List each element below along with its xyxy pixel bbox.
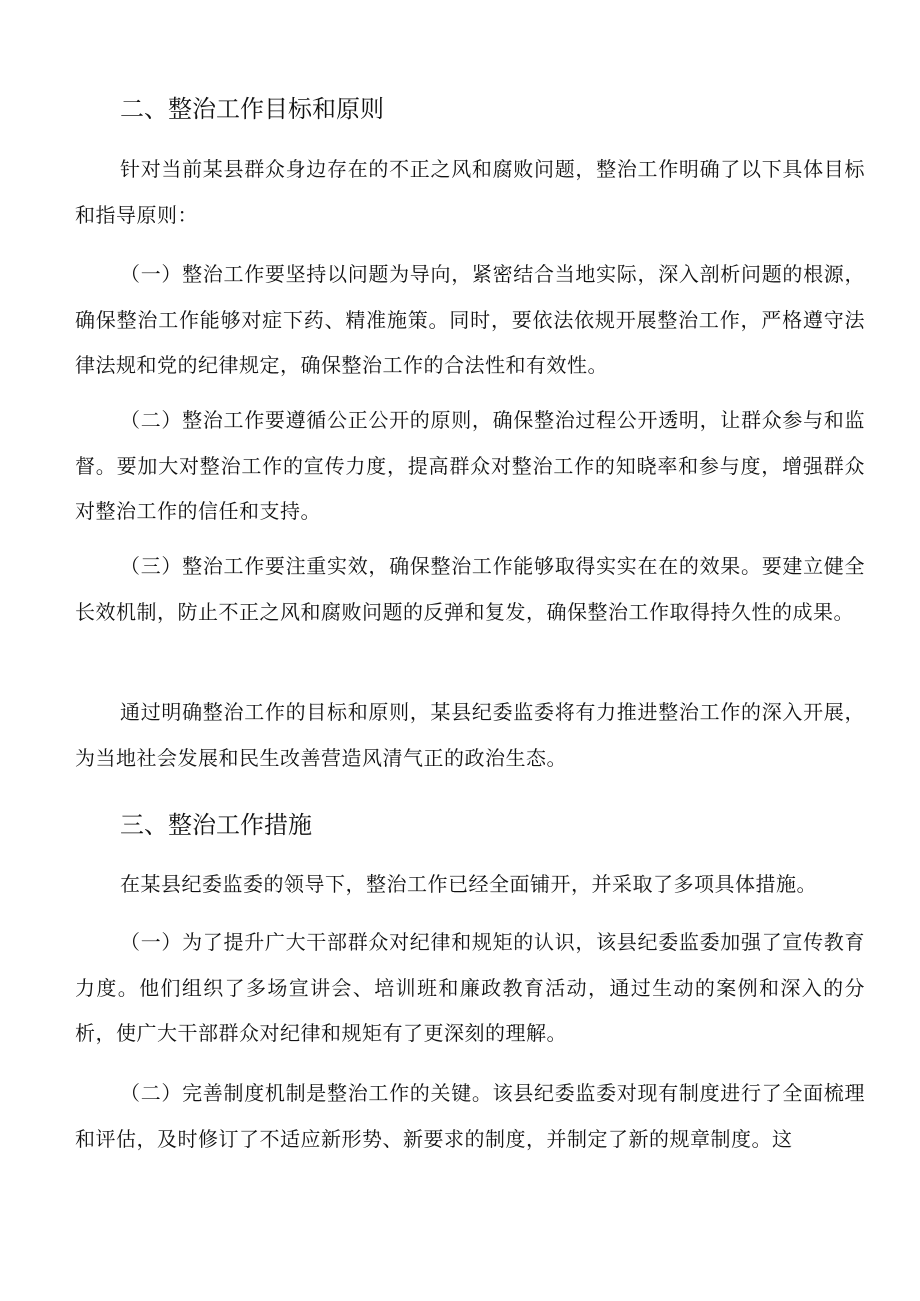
goals-intro-paragraph: 针对当前某县群众身边存在的不正之风和腐败问题，整治工作明确了以下具体目标和指导原则： [75,157,865,227]
section-heading-goals: 二、整治工作目标和原则 [120,95,384,123]
goals-item-1-paragraph: （一）整治工作要坚持以问题为导向，紧密结合当地实际，深入剖析问题的根源，确保整治工作能够对症下药、精准施策。同时，要依法依规开展整治工作，严格遵守法律法规和党的纪律规定，确保整治工作的合法性和有效性。 [75,262,865,377]
goals-item-3-paragraph: （三）整治工作要注重实效，确保整治工作能够取得实实在在的效果。要建立健全长效机制，防止不正之风和腐败问题的反弹和复发，确保整治工作取得持久性的成果。 [75,554,865,624]
goals-conclusion-paragraph: 通过明确整治工作的目标和原则，某县纪委监委将有力推进整治工作的深入开展，为当地社会发展和民生改善营造风清气正的政治生态。 [75,700,865,770]
measures-item-1-paragraph: （一）为了提升广大干部群众对纪律和规矩的认识，该县纪委监委加强了宣传教育力度。他们组织了多场宣讲会、培训班和廉政教育活动，通过生动的案例和深入的分析，使广大干部群众对纪律和规矩有了更深刻的理解。 [75,930,865,1045]
measures-item-2-paragraph: （二）完善制度机制是整治工作的关键。该县纪委监委对现有制度进行了全面梳理和评估，及时修订了不适应新形势、新要求的制度，并制定了新的规章制度。这 [75,1081,865,1151]
section-heading-measures: 三、整治工作措施 [120,811,312,839]
goals-item-2-paragraph: （二）整治工作要遵循公正公开的原则，确保整治过程公开透明，让群众参与和监督。要加大对整治工作的宣传力度，提高群众对整治工作的知晓率和参与度，增强群众对整治工作的信任和支持。 [75,408,865,523]
measures-intro-paragraph: 在某县纪委监委的领导下，整治工作已经全面铺开，并采取了多项具体措施。 [120,872,817,896]
